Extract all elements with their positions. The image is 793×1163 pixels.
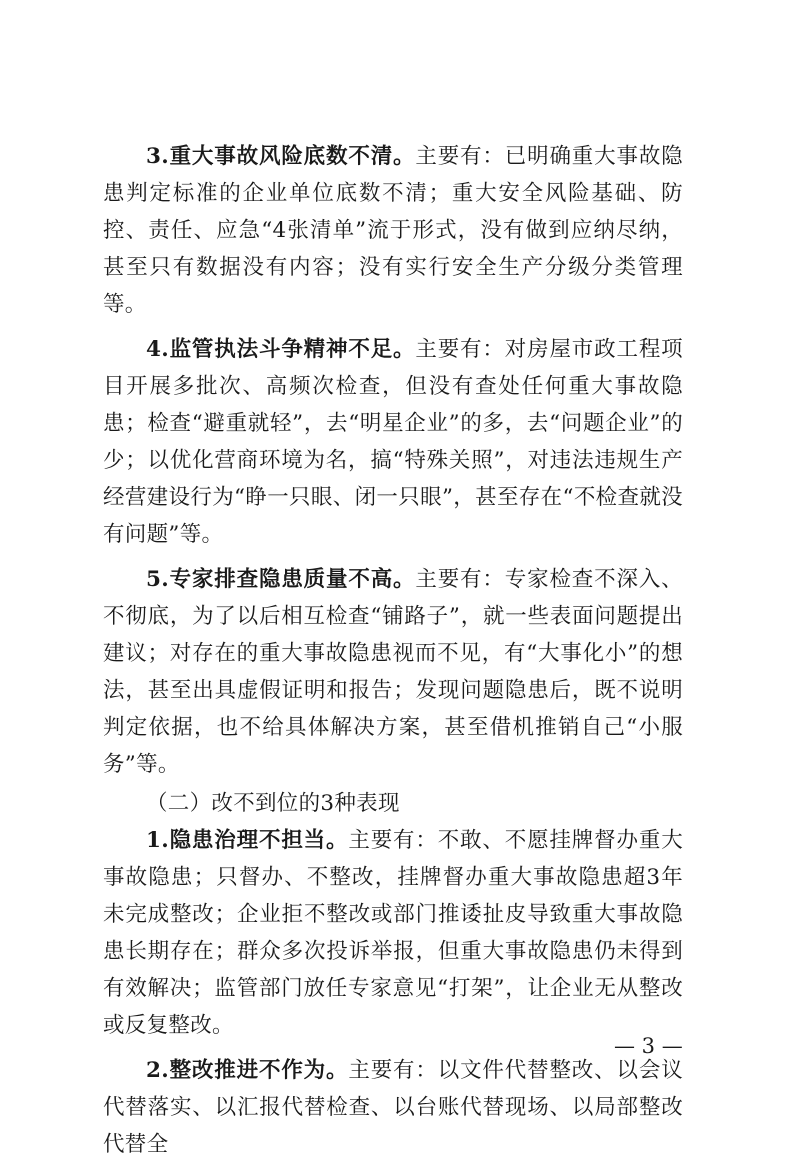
paragraph-3-lead: 3.重大事故风险底数不清。 [146, 144, 416, 169]
paragraph-2-1-lead: 1.隐患治理不担当。 [146, 828, 349, 853]
paragraph-4-lead: 4.监管执法斗争精神不足。 [146, 337, 416, 362]
paragraph-3-body: 主要有：已明确重大事故隐患判定标准的企业单位底数不清；重大安全风险基础、防控、责任、应急“4张清单”流于形式，没有做到应纳尽纳，甚至只有数据没有内容；没有实行安全生产分级分类管理等。 [103, 144, 683, 317]
paragraph-2-2 [103, 1052, 683, 1163]
paragraph-2-1 [103, 822, 683, 1044]
document-body [103, 138, 683, 1163]
paragraph-2-1-body: 主要有：不敢、不愿挂牌督办重大事故隐患；只督办、不整改，挂牌督办重大事故隐患超3年未完成整改；企业拒不整改或部门推诿扯皮导致重大事故隐患长期存在；群众多次投诉举报，但重大事故隐患仍未得到有效解决；监管部门放任专家意见“打架”，让企业无从整改或反复整改。 [103, 828, 683, 1038]
paragraph-5-lead: 5.专家排查隐患质量不高。 [146, 567, 416, 592]
paragraph-3 [103, 138, 683, 323]
paragraph-2-2-body: 主要有：以文件代替整改、以会议代替落实、以汇报代替检查、以台账代替现场、以局部整改代替全 [103, 1058, 683, 1157]
paragraph-4 [103, 331, 683, 553]
page-number: — 3 — [614, 1034, 683, 1058]
section-heading: （二）改不到位的3种表现 [146, 791, 400, 816]
paragraph-4-body: 主要有：对房屋市政工程项目开展多批次、高频次检查，但没有查处任何重大事故隐患；检查“避重就轻”，去“明星企业”的多，去“问题企业”的少；以优化营商环境为名，搞“特殊关照”，对违法违规生产经营建设行为“睁一只眼、闭一只眼”，甚至存在“不检查就没有问题”等。 [103, 337, 683, 547]
paragraph-5 [103, 561, 683, 783]
paragraph-2-2-lead: 2.整改推进不作为。 [146, 1058, 349, 1083]
paragraph-5-body: 主要有：专家检查不深入、不彻底，为了以后相互检查“铺路子”，就一些表面问题提出建议；对存在的重大事故隐患视而不见，有“大事化小”的想法，甚至出具虚假证明和报告；发现问题隐患后，既不说明判定依据，也不给具体解决方案，甚至借机推销自己“小服务”等。 [103, 567, 683, 777]
